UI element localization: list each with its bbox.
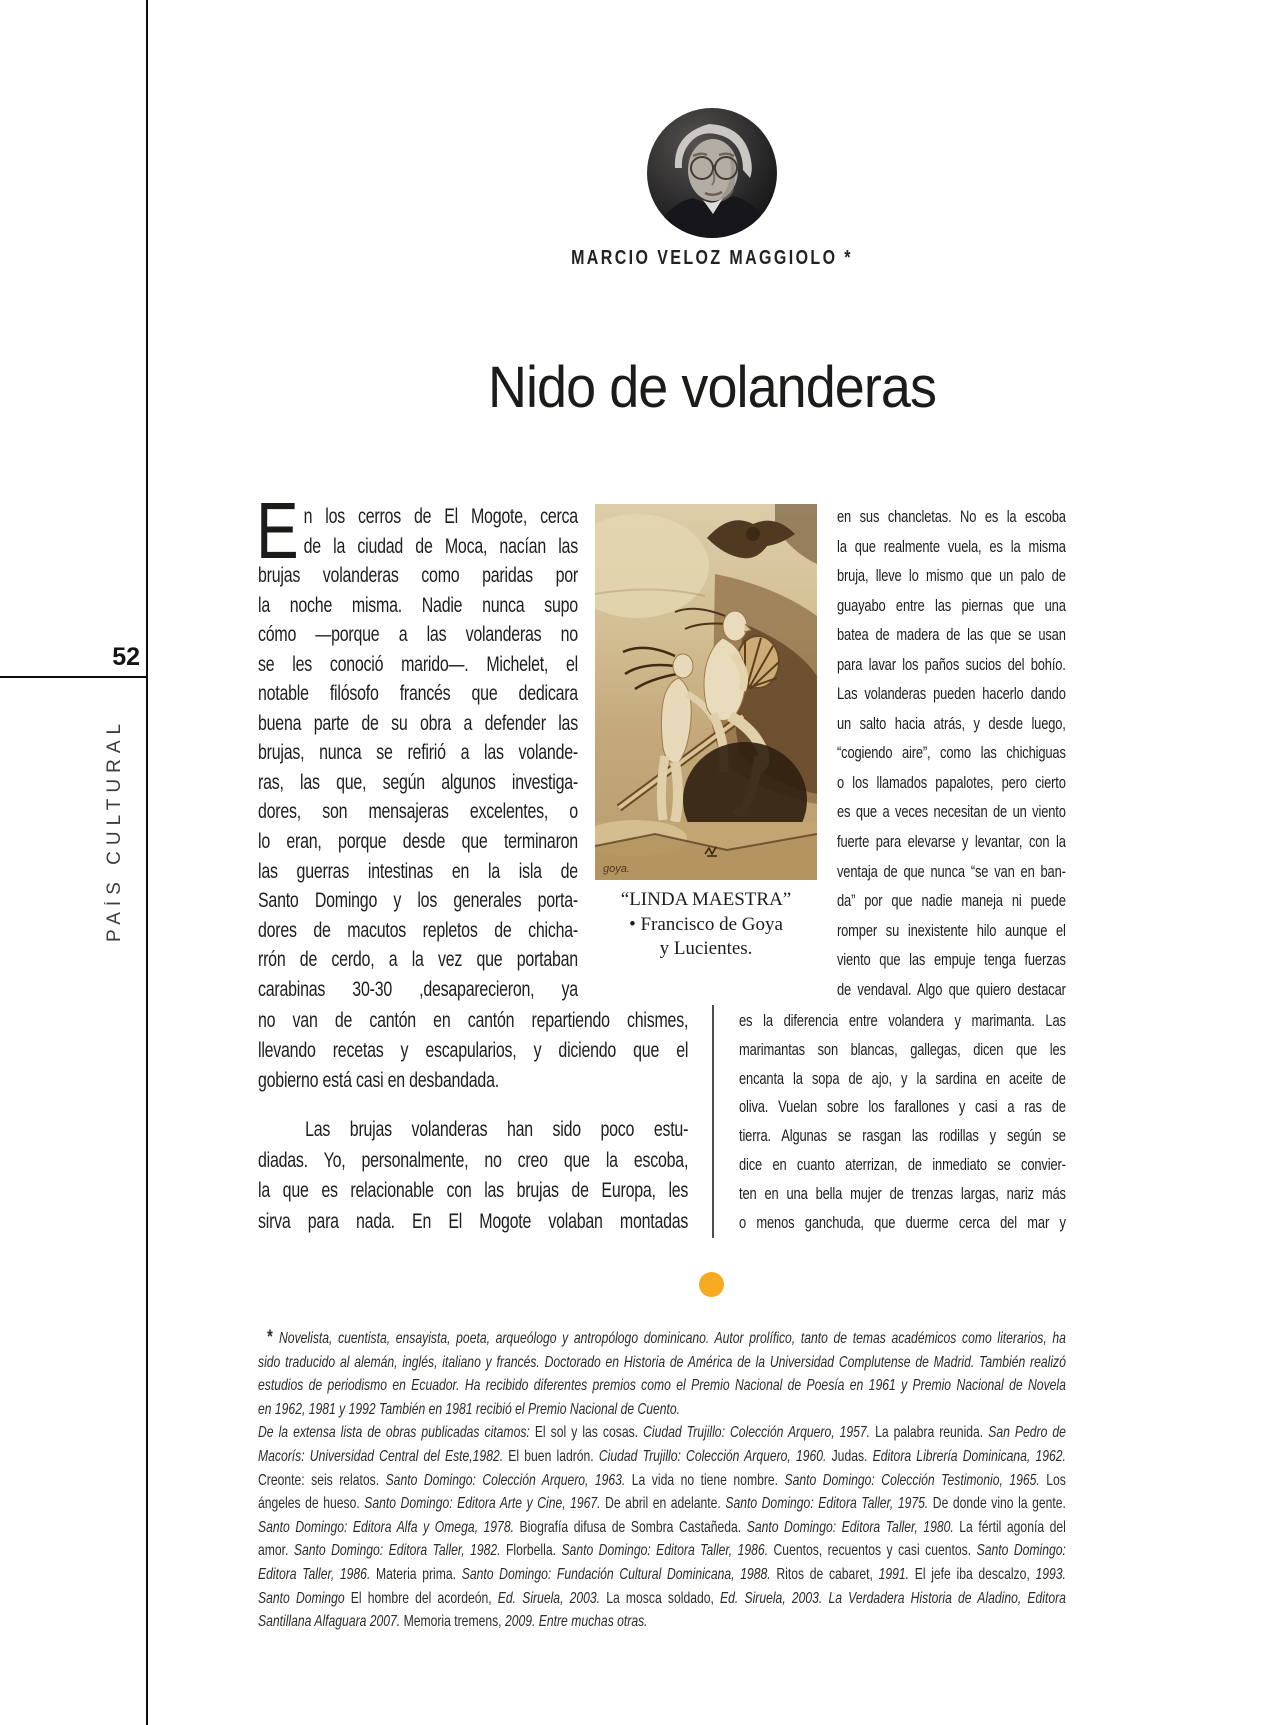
text-segment: bruja, lleve lo mismo que un palo de	[837, 566, 1066, 586]
text-segment: encanta la sopa de ajo, y la sardina en aceite de	[739, 1068, 1066, 1088]
text-segment: Florbella.	[505, 1542, 562, 1560]
article-title: Nido de volanderas	[487, 355, 937, 420]
text-segment: *	[267, 1327, 280, 1348]
text-segment: “cogiendo aire”, como las chichiguas	[837, 743, 1066, 763]
text-segment: Judas.	[831, 1447, 873, 1465]
text-line	[258, 679, 578, 709]
figure-caption	[575, 888, 837, 962]
text-segment: brujas, nunca se refirió a las volande-	[258, 741, 578, 765]
goya-etching-image	[595, 504, 817, 880]
text-segment: Novelista, cuentista, ensayista, poeta, arqueólogo y antropólogo dominicano. Autor prolífico, tanto de temas académicos como literarios, ha	[279, 1330, 1066, 1347]
text-segment: Creonte: seis relatos.	[258, 1471, 386, 1489]
text-segment: llevando recetas y escapularios, y diciendo que el	[258, 1038, 689, 1062]
text-segment: 1993.	[1035, 1565, 1066, 1583]
text-line	[837, 886, 1066, 916]
text-segment: en 1962, 1981 y 1992 También en 1981 recibió el Premio Nacional de Cuento.	[258, 1400, 681, 1418]
article-column-right-bottom	[739, 1007, 1066, 1237]
text-segment: Santo Domingo: Editora Taller, 1975.	[725, 1495, 933, 1513]
text-segment: cómo —porque a las volanderas no	[258, 623, 578, 647]
text-segment: guayabo entre las piernas que una	[837, 595, 1066, 615]
text-segment: Macorís: Universidad Central del Este,1982.	[258, 1447, 509, 1465]
author-portrait	[647, 108, 777, 238]
text-segment: De la extensa lista de obras publicadas citamos:	[258, 1424, 535, 1442]
text-segment: marimantas son blancas, gallegas, dicen que les	[739, 1039, 1066, 1059]
text-line	[258, 532, 578, 562]
section-label-vertical: PAÍS CULTURAL	[104, 717, 125, 942]
text-line	[739, 1180, 1066, 1209]
text-segment: es la diferencia entre volandera y marimanta. Las	[739, 1011, 1066, 1030]
text-segment: De donde vino la gente.	[932, 1495, 1066, 1513]
author-name: MARCIO VELOZ MAGGIOLO *	[571, 247, 853, 269]
text-line	[258, 1036, 688, 1066]
text-segment: dores de macutos repletos de chicha-	[258, 918, 578, 942]
text-line	[258, 1587, 1066, 1611]
text-segment: n los cerros de El Mogote, cerca	[303, 505, 578, 528]
text-line	[837, 768, 1066, 798]
text-line	[258, 1516, 1066, 1540]
text-segment: la que es relacionable con las brujas de Europa, les	[258, 1179, 689, 1203]
text-segment: La fértil agonía del	[959, 1518, 1066, 1536]
text-segment: Santo Domingo: Editora Taller, 1980.	[746, 1518, 960, 1536]
text-line	[258, 1066, 688, 1096]
text-segment: Editora	[1027, 1589, 1066, 1607]
text-line	[739, 1007, 1066, 1036]
text-segment: ángeles de hueso.	[258, 1495, 365, 1513]
text-segment: la que realmente vuela, es la misma	[837, 536, 1066, 556]
text-segment: Cuentos, recuentos y casi cuentos.	[773, 1542, 977, 1560]
text-line	[739, 1209, 1066, 1238]
text-segment: notable filósofo francés que dedicara	[258, 682, 578, 706]
text-line	[837, 679, 1066, 709]
article-column-left-paragraph2	[258, 1115, 688, 1237]
text-line	[258, 1374, 1066, 1398]
text-segment: sirva para nada. En El Mogote volaban montadas	[258, 1209, 689, 1233]
text-line	[258, 1115, 688, 1146]
portrait-photo	[647, 108, 777, 238]
sidebar-vertical-rule	[146, 0, 148, 1725]
text-line	[258, 857, 578, 887]
sidebar-horizontal-rule	[0, 676, 148, 678]
text-line	[837, 827, 1066, 857]
text-segment: Editora Librería Dominicana, 1962.	[872, 1447, 1066, 1465]
text-segment: tierra. Algunas se rasgan las rodillas y según se	[739, 1126, 1066, 1146]
text-line	[258, 1563, 1066, 1587]
text-line	[258, 709, 578, 739]
footnote-biography	[258, 1326, 1066, 1634]
text-segment: La Verdadera Historia de Aladino,	[828, 1589, 1028, 1607]
text-line	[837, 945, 1066, 975]
text-segment: Santo Domingo: Editora Taller, 1986.	[561, 1542, 774, 1560]
text-line	[837, 857, 1066, 887]
text-line	[258, 1492, 1066, 1516]
text-segment: 1991.	[878, 1565, 915, 1583]
text-segment: Santo Domingo:	[976, 1542, 1066, 1560]
text-segment: Ed. Siruela, 2003.	[497, 1589, 607, 1607]
text-line	[258, 1445, 1066, 1469]
text-line	[258, 1176, 688, 1207]
text-line	[258, 1207, 688, 1238]
text-segment: o los llamados papalotes, pero cierto	[837, 772, 1066, 792]
text-segment: para lavar los paños sucios del bohío.	[837, 654, 1066, 674]
text-line	[258, 1326, 1066, 1351]
text-segment: Biografía difusa de Sombra Castañeda.	[519, 1518, 747, 1536]
text-line	[837, 797, 1066, 827]
text-line	[258, 1469, 1066, 1493]
drop-cap: E	[256, 486, 299, 575]
text-segment: La palabra reunida.	[875, 1424, 989, 1442]
text-segment: amor.	[258, 1542, 294, 1560]
text-segment: gobierno está casi en desbandada.	[258, 1068, 499, 1092]
text-line	[837, 650, 1066, 680]
text-line	[258, 797, 578, 827]
text-segment: Santo Domingo: Fundación Cultural Dominicana, 1988.	[461, 1565, 777, 1583]
text-segment: da” por que nadie maneja ni puede	[837, 891, 1066, 911]
text-segment: El jefe iba descalzo,	[914, 1565, 1036, 1583]
text-segment: Ritos de cabaret,	[776, 1565, 879, 1583]
text-line	[258, 1398, 1066, 1422]
text-line	[258, 591, 578, 621]
text-line	[739, 1093, 1066, 1122]
text-segment: Santo Domingo y los generales porta-	[258, 889, 578, 913]
text-segment: lo eran, porque desde que terminaron	[258, 830, 578, 854]
text-segment: rrón de cerdo, a la vez que portaban	[258, 948, 578, 972]
text-line	[258, 1421, 1066, 1445]
text-segment: las guerras intestinas en la isla de	[258, 859, 578, 883]
text-line	[837, 709, 1066, 739]
text-segment: Santo Domingo: Colección Testimonio, 1965.	[784, 1471, 1047, 1489]
text-line	[258, 1351, 1066, 1375]
text-line	[258, 620, 578, 650]
text-segment: estudios de periodismo en Ecuador. Ha recibido diferentes premios como el Premio Nacional de Poesía en 1961 y Premio Nacional de Novela	[258, 1377, 1066, 1395]
text-line	[837, 591, 1066, 621]
text-segment: se les conoció marido—. Michelet, el	[258, 652, 578, 676]
text-line	[837, 532, 1066, 562]
text-segment: viento que las empuje tenga fuerzas	[837, 950, 1066, 970]
caption-artist: • Francisco de Goya	[629, 913, 783, 935]
text-segment: un salto hacia atrás, y desde luego,	[837, 713, 1066, 733]
text-line	[739, 1151, 1066, 1180]
text-segment: Santo Domingo: Colección Arquero, 1963.	[385, 1471, 632, 1489]
text-segment: ras, las que, según algunos investiga-	[258, 770, 578, 794]
text-line	[258, 1610, 1066, 1634]
text-segment: Entre muchas otras.	[538, 1613, 648, 1631]
text-segment: romper su inexistente hilo aunque el	[837, 920, 1066, 940]
text-segment: sido traducido al alemán, inglés, italiano y francés. Doctorado en Historia de América de la Universidad Complutense de Madrid. También realizó	[258, 1353, 1066, 1371]
text-segment: ventaja de que nunca “se van en ban-	[837, 861, 1066, 881]
text-segment: Santo Domingo	[258, 1589, 351, 1607]
text-line	[258, 975, 578, 1005]
text-segment: 2009.	[504, 1613, 539, 1631]
text-line	[258, 827, 578, 857]
text-segment: El sol y las cosas.	[534, 1424, 644, 1442]
text-segment: El hombre del acordeón,	[350, 1589, 498, 1607]
text-segment: carabinas 30-30 ,desaparecieron, ya	[258, 977, 578, 1001]
text-line	[739, 1036, 1066, 1065]
text-line	[739, 1065, 1066, 1094]
page-number: 52	[112, 643, 140, 671]
text-segment: no van de cantón en cantón repartiendo chismes,	[258, 1009, 689, 1032]
text-line	[258, 561, 578, 591]
text-line	[837, 620, 1066, 650]
text-line	[258, 1146, 688, 1177]
text-segment: ten en una bella mujer de trenzas largas, nariz más	[739, 1183, 1066, 1203]
text-segment: de vendaval. Algo que quiero destacar	[837, 979, 1066, 999]
etching-signature: goya.	[603, 863, 630, 875]
text-line	[258, 1006, 688, 1036]
text-segment: San Pedro de	[988, 1424, 1066, 1442]
separator-dot	[699, 1272, 724, 1297]
caption-artist-2: y Lucientes.	[659, 938, 753, 959]
text-segment: Santo Domingo: Editora Arte y Cine, 1967.	[364, 1495, 606, 1513]
text-line	[258, 502, 578, 532]
column-divider-rule	[712, 1005, 714, 1238]
text-segment: Memoria tremens,	[403, 1613, 505, 1631]
text-segment: Las volanderas pueden hacerlo dando	[837, 684, 1066, 704]
text-segment: Santo Domingo: Editora Taller, 1982.	[293, 1542, 506, 1560]
text-segment: Ed. Siruela, 2003.	[720, 1589, 829, 1607]
text-segment: batea de madera de las que se usan	[837, 625, 1066, 645]
text-segment: Ciudad Trujillo: Colección Arquero, 1960.	[598, 1447, 832, 1465]
text-segment: La vida no tiene nombre.	[631, 1471, 785, 1489]
text-line	[258, 768, 578, 798]
text-segment: Materia prima.	[376, 1565, 462, 1583]
text-segment: la noche misma. Nadie nunca supo	[258, 593, 578, 617]
text-segment: dores, son mensajeras excelentes, o	[258, 800, 578, 824]
text-line	[837, 502, 1066, 532]
text-segment: Santo Domingo: Editora Alfa y Omega, 1978.	[258, 1518, 520, 1536]
text-line	[258, 916, 578, 946]
text-line	[837, 561, 1066, 591]
caption-title: “LINDA MAESTRA”	[620, 889, 792, 910]
article-column-left-bottom	[258, 1006, 688, 1096]
text-segment: Ciudad Trujillo: Colección Arquero, 1957.	[643, 1424, 876, 1442]
text-line	[258, 1539, 1066, 1563]
text-segment: De abril en adelante.	[605, 1495, 726, 1513]
text-segment: Las brujas volanderas han sido poco estu-	[305, 1118, 689, 1141]
text-segment: Santillana Alfaguara 2007.	[258, 1613, 404, 1631]
text-segment: en sus chancletas. No es la escoba	[837, 507, 1066, 526]
text-line	[837, 975, 1066, 1005]
text-segment: dice en cuanto aterrizan, de inmediato se convier-	[739, 1154, 1066, 1174]
text-line	[837, 738, 1066, 768]
text-line	[258, 886, 578, 916]
text-segment: oliva. Vuelan sobre los farallones y casi a ras de	[739, 1097, 1066, 1117]
text-segment: de la ciudad de Moca, nacían las	[303, 534, 578, 558]
article-column-left-top	[256, 486, 578, 1004]
article-column-right-top	[837, 502, 1066, 1004]
text-segment: Editora Taller, 1986.	[258, 1565, 377, 1583]
text-line	[258, 738, 578, 768]
text-line	[837, 916, 1066, 946]
text-line	[258, 650, 578, 680]
text-segment: Los	[1046, 1471, 1066, 1489]
text-segment: diadas. Yo, personalmente, no creo que la escoba,	[258, 1148, 689, 1172]
text-segment: El buen ladrón.	[508, 1447, 599, 1465]
text-segment: o menos ganchuda, que duerme cerca del mar y	[739, 1212, 1066, 1232]
text-segment: fuerte para elevarse y levantar, con la	[837, 832, 1066, 852]
text-segment: brujas volanderas como paridas por	[258, 564, 578, 588]
text-line	[739, 1122, 1066, 1151]
text-segment: es que a veces necesitan de un viento	[837, 802, 1066, 822]
text-segment: La mosca soldado,	[606, 1589, 721, 1607]
goya-etching-figure	[595, 504, 817, 880]
text-segment: buena parte de su obra a defender las	[258, 711, 578, 735]
text-line	[258, 945, 578, 975]
